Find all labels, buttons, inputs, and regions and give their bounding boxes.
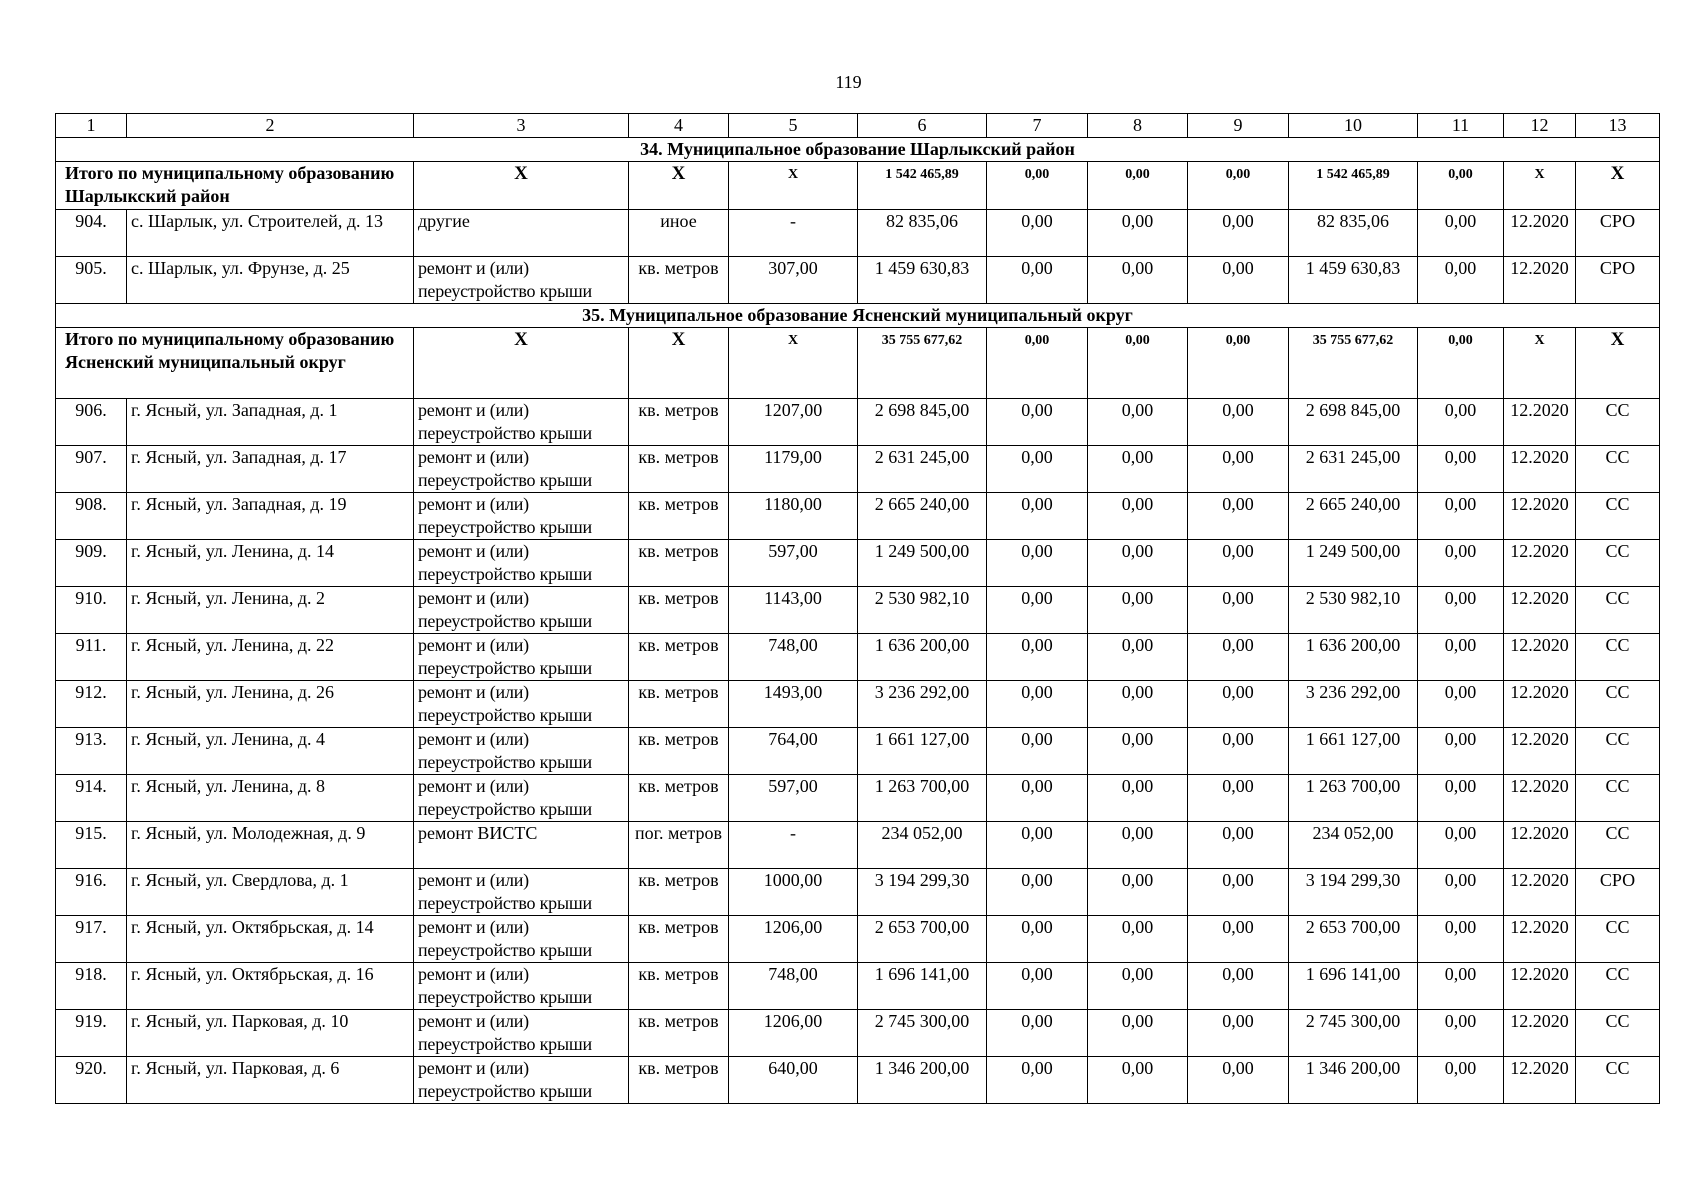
deadline: 12.2020 [1504, 681, 1576, 728]
row-number: 916. [56, 869, 127, 916]
col-8: 0,00 [1088, 587, 1188, 634]
col-9: 0,00 [1188, 446, 1289, 493]
col-10: 82 835,06 [1289, 210, 1418, 257]
address: г. Ясный, ул. Западная, д. 19 [127, 493, 414, 540]
work-type-text: ремонт и (или) переустройство крыши [418, 1011, 592, 1054]
col-10: 1 661 127,00 [1289, 728, 1418, 775]
col-7: 0,00 [987, 1057, 1088, 1104]
total-source: X [1576, 328, 1660, 399]
capital-repair-table [55, 113, 1660, 1104]
col-9: 0,00 [1188, 587, 1289, 634]
col-10: 3 236 292,00 [1289, 681, 1418, 728]
unit: кв. метров [629, 493, 729, 540]
cost: 2 631 245,00 [858, 446, 987, 493]
table-row [56, 869, 1660, 916]
deadline: 12.2020 [1504, 399, 1576, 446]
area: 764,00 [729, 728, 858, 775]
col-11: 0,00 [1418, 1010, 1504, 1057]
col-9: 0,00 [1188, 869, 1289, 916]
col-7: 0,00 [987, 634, 1088, 681]
col-8: 0,00 [1088, 257, 1188, 304]
total-work-type: X [414, 162, 629, 210]
cost: 1 249 500,00 [858, 540, 987, 587]
cost: 1 346 200,00 [858, 1057, 987, 1104]
area: 1143,00 [729, 587, 858, 634]
total-area: X [729, 328, 858, 399]
col-11: 0,00 [1418, 916, 1504, 963]
table-row [56, 1057, 1660, 1104]
work-type [414, 1057, 629, 1104]
table-row [56, 916, 1660, 963]
section-header-row [56, 304, 1660, 328]
cost: 1 696 141,00 [858, 963, 987, 1010]
cost: 1 263 700,00 [858, 775, 987, 822]
col-10: 1 459 630,83 [1289, 257, 1418, 304]
work-type-text: ремонт и (или) переустройство крыши [418, 729, 592, 772]
area: 1000,00 [729, 869, 858, 916]
col-9: 0,00 [1188, 916, 1289, 963]
funding-source: СС [1576, 587, 1660, 634]
table-row [56, 963, 1660, 1010]
col-11: 0,00 [1418, 257, 1504, 304]
table-row [56, 587, 1660, 634]
col-7: 0,00 [987, 257, 1088, 304]
total-cost: 1 542 465,89 [858, 162, 987, 210]
work-type-text: ремонт и (или) переустройство крыши [418, 870, 592, 913]
funding-source: СС [1576, 728, 1660, 775]
funding-source: СС [1576, 1057, 1660, 1104]
table-row [56, 1010, 1660, 1057]
cost: 2 698 845,00 [858, 399, 987, 446]
col-7: 0,00 [987, 210, 1088, 257]
area: 1180,00 [729, 493, 858, 540]
col-11: 0,00 [1418, 822, 1504, 869]
deadline: 12.2020 [1504, 822, 1576, 869]
area: 597,00 [729, 775, 858, 822]
col-10: 1 346 200,00 [1289, 1057, 1418, 1104]
work-type-text: ремонт и (или) переустройство крыши [418, 494, 592, 537]
col-7: 0,00 [987, 681, 1088, 728]
address: г. Ясный, ул. Ленина, д. 14 [127, 540, 414, 587]
col-10: 1 249 500,00 [1289, 540, 1418, 587]
col-9: 0,00 [1188, 493, 1289, 540]
total-label: Итого по муниципальному образованию Шарлыкский район [56, 162, 414, 210]
row-number: 906. [56, 399, 127, 446]
funding-source: СС [1576, 1010, 1660, 1057]
total-col-7: 0,00 [987, 162, 1088, 210]
row-number: 905. [56, 257, 127, 304]
total-date: X [1504, 328, 1576, 399]
area: 748,00 [729, 634, 858, 681]
column-number: 10 [1289, 114, 1418, 138]
area: 1206,00 [729, 916, 858, 963]
col-11: 0,00 [1418, 540, 1504, 587]
cost: 1 636 200,00 [858, 634, 987, 681]
work-type [414, 257, 629, 304]
col-8: 0,00 [1088, 728, 1188, 775]
unit: кв. метров [629, 728, 729, 775]
row-number: 909. [56, 540, 127, 587]
col-10: 1 263 700,00 [1289, 775, 1418, 822]
cost: 234 052,00 [858, 822, 987, 869]
column-number: 11 [1418, 114, 1504, 138]
col-8: 0,00 [1088, 399, 1188, 446]
section-title: 35. Муниципальное образование Ясненский муниципальный округ [56, 304, 1660, 328]
funding-source: СС [1576, 540, 1660, 587]
funding-source: СС [1576, 446, 1660, 493]
deadline: 12.2020 [1504, 493, 1576, 540]
work-type-text: ремонт и (или) переустройство крыши [418, 682, 592, 725]
deadline: 12.2020 [1504, 210, 1576, 257]
unit: кв. метров [629, 775, 729, 822]
col-10: 1 636 200,00 [1289, 634, 1418, 681]
total-col-9: 0,00 [1188, 162, 1289, 210]
total-area: X [729, 162, 858, 210]
col-8: 0,00 [1088, 822, 1188, 869]
deadline: 12.2020 [1504, 916, 1576, 963]
col-10: 2 631 245,00 [1289, 446, 1418, 493]
deadline: 12.2020 [1504, 775, 1576, 822]
row-number: 914. [56, 775, 127, 822]
column-number: 13 [1576, 114, 1660, 138]
work-type [414, 916, 629, 963]
unit: кв. метров [629, 540, 729, 587]
total-col-11: 0,00 [1418, 162, 1504, 210]
row-number: 904. [56, 210, 127, 257]
col-11: 0,00 [1418, 963, 1504, 1010]
col-8: 0,00 [1088, 1010, 1188, 1057]
funding-source: СРО [1576, 257, 1660, 304]
cost: 2 653 700,00 [858, 916, 987, 963]
address: г. Ясный, ул. Ленина, д. 22 [127, 634, 414, 681]
col-7: 0,00 [987, 446, 1088, 493]
col-11: 0,00 [1418, 493, 1504, 540]
unit: кв. метров [629, 257, 729, 304]
row-number: 911. [56, 634, 127, 681]
row-number: 918. [56, 963, 127, 1010]
table-row [56, 822, 1660, 869]
address: г. Ясный, ул. Ленина, д. 26 [127, 681, 414, 728]
address: г. Ясный, ул. Ленина, д. 8 [127, 775, 414, 822]
row-number: 917. [56, 916, 127, 963]
unit: кв. метров [629, 869, 729, 916]
address: г. Ясный, ул. Западная, д. 17 [127, 446, 414, 493]
funding-source: СС [1576, 963, 1660, 1010]
unit: кв. метров [629, 446, 729, 493]
work-type [414, 399, 629, 446]
work-type [414, 587, 629, 634]
area: 1179,00 [729, 446, 858, 493]
col-10: 234 052,00 [1289, 822, 1418, 869]
area: - [729, 210, 858, 257]
work-type-text: ремонт и (или) переустройство крыши [418, 917, 592, 960]
deadline: 12.2020 [1504, 257, 1576, 304]
address: г. Ясный, ул. Ленина, д. 2 [127, 587, 414, 634]
col-11: 0,00 [1418, 775, 1504, 822]
col-11: 0,00 [1418, 210, 1504, 257]
col-8: 0,00 [1088, 634, 1188, 681]
funding-source: СС [1576, 916, 1660, 963]
deadline: 12.2020 [1504, 446, 1576, 493]
work-type-text: ремонт и (или) переустройство крыши [418, 776, 592, 819]
cost: 2 745 300,00 [858, 1010, 987, 1057]
address: г. Ясный, ул. Октябрьская, д. 14 [127, 916, 414, 963]
unit: кв. метров [629, 399, 729, 446]
row-number: 915. [56, 822, 127, 869]
col-8: 0,00 [1088, 540, 1188, 587]
col-7: 0,00 [987, 963, 1088, 1010]
column-number: 1 [56, 114, 127, 138]
row-number: 910. [56, 587, 127, 634]
column-number: 2 [127, 114, 414, 138]
unit: кв. метров [629, 1010, 729, 1057]
cost: 3 194 299,30 [858, 869, 987, 916]
total-col-10: 35 755 677,62 [1289, 328, 1418, 399]
col-10: 3 194 299,30 [1289, 869, 1418, 916]
col-10: 2 653 700,00 [1289, 916, 1418, 963]
col-8: 0,00 [1088, 493, 1188, 540]
total-col-9: 0,00 [1188, 328, 1289, 399]
column-number: 9 [1188, 114, 1289, 138]
col-11: 0,00 [1418, 728, 1504, 775]
funding-source: СС [1576, 822, 1660, 869]
column-number: 7 [987, 114, 1088, 138]
work-type [414, 446, 629, 493]
deadline: 12.2020 [1504, 540, 1576, 587]
total-row [56, 162, 1660, 210]
col-11: 0,00 [1418, 399, 1504, 446]
address: г. Ясный, ул. Свердлова, д. 1 [127, 869, 414, 916]
funding-source: СС [1576, 681, 1660, 728]
table-row [56, 728, 1660, 775]
address: г. Ясный, ул. Молодежная, д. 9 [127, 822, 414, 869]
work-type-text: ремонт и (или) переустройство крыши [418, 1058, 592, 1101]
total-label: Итого по муниципальному образованию Ясненский муниципальный округ [56, 328, 414, 399]
col-10: 2 530 982,10 [1289, 587, 1418, 634]
area: 640,00 [729, 1057, 858, 1104]
cost: 3 236 292,00 [858, 681, 987, 728]
area: 1206,00 [729, 1010, 858, 1057]
column-number-row [56, 114, 1660, 138]
col-7: 0,00 [987, 540, 1088, 587]
work-type [414, 493, 629, 540]
area: 748,00 [729, 963, 858, 1010]
total-col-11: 0,00 [1418, 328, 1504, 399]
work-type [414, 775, 629, 822]
col-9: 0,00 [1188, 634, 1289, 681]
col-8: 0,00 [1088, 963, 1188, 1010]
deadline: 12.2020 [1504, 963, 1576, 1010]
work-type-text: ремонт и (или) переустройство крыши [418, 258, 592, 301]
unit: иное [629, 210, 729, 257]
col-9: 0,00 [1188, 210, 1289, 257]
col-8: 0,00 [1088, 1057, 1188, 1104]
row-number: 908. [56, 493, 127, 540]
page-number: 119 [835, 72, 862, 92]
col-7: 0,00 [987, 493, 1088, 540]
cost: 1 661 127,00 [858, 728, 987, 775]
work-type [414, 681, 629, 728]
work-type-text: ремонт и (или) переустройство крыши [418, 541, 592, 584]
unit: кв. метров [629, 916, 729, 963]
work-type [414, 634, 629, 681]
col-7: 0,00 [987, 1010, 1088, 1057]
table-row [56, 210, 1660, 257]
work-type-text: ремонт и (или) переустройство крыши [418, 964, 592, 1007]
col-7: 0,00 [987, 916, 1088, 963]
col-10: 2 745 300,00 [1289, 1010, 1418, 1057]
deadline: 12.2020 [1504, 728, 1576, 775]
row-number: 912. [56, 681, 127, 728]
cost: 82 835,06 [858, 210, 987, 257]
col-9: 0,00 [1188, 775, 1289, 822]
col-11: 0,00 [1418, 1057, 1504, 1104]
total-date: X [1504, 162, 1576, 210]
column-number: 3 [414, 114, 629, 138]
address: г. Ясный, ул. Западная, д. 1 [127, 399, 414, 446]
deadline: 12.2020 [1504, 634, 1576, 681]
unit: кв. метров [629, 963, 729, 1010]
funding-source: СС [1576, 493, 1660, 540]
col-10: 2 665 240,00 [1289, 493, 1418, 540]
funding-source: СС [1576, 775, 1660, 822]
col-7: 0,00 [987, 822, 1088, 869]
total-col-8: 0,00 [1088, 162, 1188, 210]
section-header-row [56, 138, 1660, 162]
funding-source: СС [1576, 634, 1660, 681]
col-9: 0,00 [1188, 681, 1289, 728]
column-number: 5 [729, 114, 858, 138]
total-source: X [1576, 162, 1660, 210]
col-8: 0,00 [1088, 916, 1188, 963]
funding-source: СРО [1576, 210, 1660, 257]
col-10: 1 696 141,00 [1289, 963, 1418, 1010]
deadline: 12.2020 [1504, 869, 1576, 916]
area: 1207,00 [729, 399, 858, 446]
total-cost: 35 755 677,62 [858, 328, 987, 399]
col-9: 0,00 [1188, 963, 1289, 1010]
col-9: 0,00 [1188, 257, 1289, 304]
cost: 1 459 630,83 [858, 257, 987, 304]
col-11: 0,00 [1418, 587, 1504, 634]
total-col-8: 0,00 [1088, 328, 1188, 399]
work-type [414, 869, 629, 916]
col-8: 0,00 [1088, 775, 1188, 822]
unit: кв. метров [629, 681, 729, 728]
work-type-text: ремонт и (или) переустройство крыши [418, 588, 592, 631]
funding-source: СРО [1576, 869, 1660, 916]
area: 597,00 [729, 540, 858, 587]
cost: 2 665 240,00 [858, 493, 987, 540]
col-7: 0,00 [987, 869, 1088, 916]
table-row [56, 540, 1660, 587]
col-9: 0,00 [1188, 1010, 1289, 1057]
table-row [56, 681, 1660, 728]
column-number: 12 [1504, 114, 1576, 138]
address: с. Шарлык, ул. Фрунзе, д. 25 [127, 257, 414, 304]
row-number: 919. [56, 1010, 127, 1057]
total-row [56, 328, 1660, 399]
funding-source: СС [1576, 399, 1660, 446]
address: с. Шарлык, ул. Строителей, д. 13 [127, 210, 414, 257]
table-row [56, 399, 1660, 446]
col-8: 0,00 [1088, 869, 1188, 916]
col-7: 0,00 [987, 399, 1088, 446]
total-unit: X [629, 162, 729, 210]
work-type [414, 1010, 629, 1057]
unit: пог. метров [629, 822, 729, 869]
col-8: 0,00 [1088, 446, 1188, 493]
work-type: другие [414, 210, 629, 257]
work-type [414, 963, 629, 1010]
work-type-text: ремонт и (или) переустройство крыши [418, 400, 592, 443]
col-9: 0,00 [1188, 728, 1289, 775]
unit: кв. метров [629, 634, 729, 681]
col-7: 0,00 [987, 775, 1088, 822]
column-number: 8 [1088, 114, 1188, 138]
row-number: 907. [56, 446, 127, 493]
unit: кв. метров [629, 1057, 729, 1104]
work-type-text: ремонт и (или) переустройство крыши [418, 635, 592, 678]
col-9: 0,00 [1188, 822, 1289, 869]
column-number: 6 [858, 114, 987, 138]
address: г. Ясный, ул. Ленина, д. 4 [127, 728, 414, 775]
col-9: 0,00 [1188, 399, 1289, 446]
address: г. Ясный, ул. Октябрьская, д. 16 [127, 963, 414, 1010]
col-7: 0,00 [987, 728, 1088, 775]
col-8: 0,00 [1088, 210, 1188, 257]
unit: кв. метров [629, 587, 729, 634]
row-number: 920. [56, 1057, 127, 1104]
work-type [414, 540, 629, 587]
table-row [56, 446, 1660, 493]
col-11: 0,00 [1418, 681, 1504, 728]
area: - [729, 822, 858, 869]
work-type [414, 728, 629, 775]
total-unit: X [629, 328, 729, 399]
col-11: 0,00 [1418, 446, 1504, 493]
work-type: ремонт ВИСТС [414, 822, 629, 869]
address: г. Ясный, ул. Парковая, д. 6 [127, 1057, 414, 1104]
col-9: 0,00 [1188, 540, 1289, 587]
cost: 2 530 982,10 [858, 587, 987, 634]
total-work-type: X [414, 328, 629, 399]
col-10: 2 698 845,00 [1289, 399, 1418, 446]
col-7: 0,00 [987, 587, 1088, 634]
area: 307,00 [729, 257, 858, 304]
deadline: 12.2020 [1504, 587, 1576, 634]
table-row [56, 634, 1660, 681]
total-col-7: 0,00 [987, 328, 1088, 399]
col-11: 0,00 [1418, 634, 1504, 681]
column-number: 4 [629, 114, 729, 138]
col-8: 0,00 [1088, 681, 1188, 728]
address: г. Ясный, ул. Парковая, д. 10 [127, 1010, 414, 1057]
area: 1493,00 [729, 681, 858, 728]
table-row [56, 257, 1660, 304]
work-type-text: ремонт и (или) переустройство крыши [418, 447, 592, 490]
table-row [56, 775, 1660, 822]
col-11: 0,00 [1418, 869, 1504, 916]
deadline: 12.2020 [1504, 1010, 1576, 1057]
section-title: 34. Муниципальное образование Шарлыкский район [56, 138, 1660, 162]
table-row [56, 493, 1660, 540]
deadline: 12.2020 [1504, 1057, 1576, 1104]
row-number: 913. [56, 728, 127, 775]
col-9: 0,00 [1188, 1057, 1289, 1104]
total-col-10: 1 542 465,89 [1289, 162, 1418, 210]
